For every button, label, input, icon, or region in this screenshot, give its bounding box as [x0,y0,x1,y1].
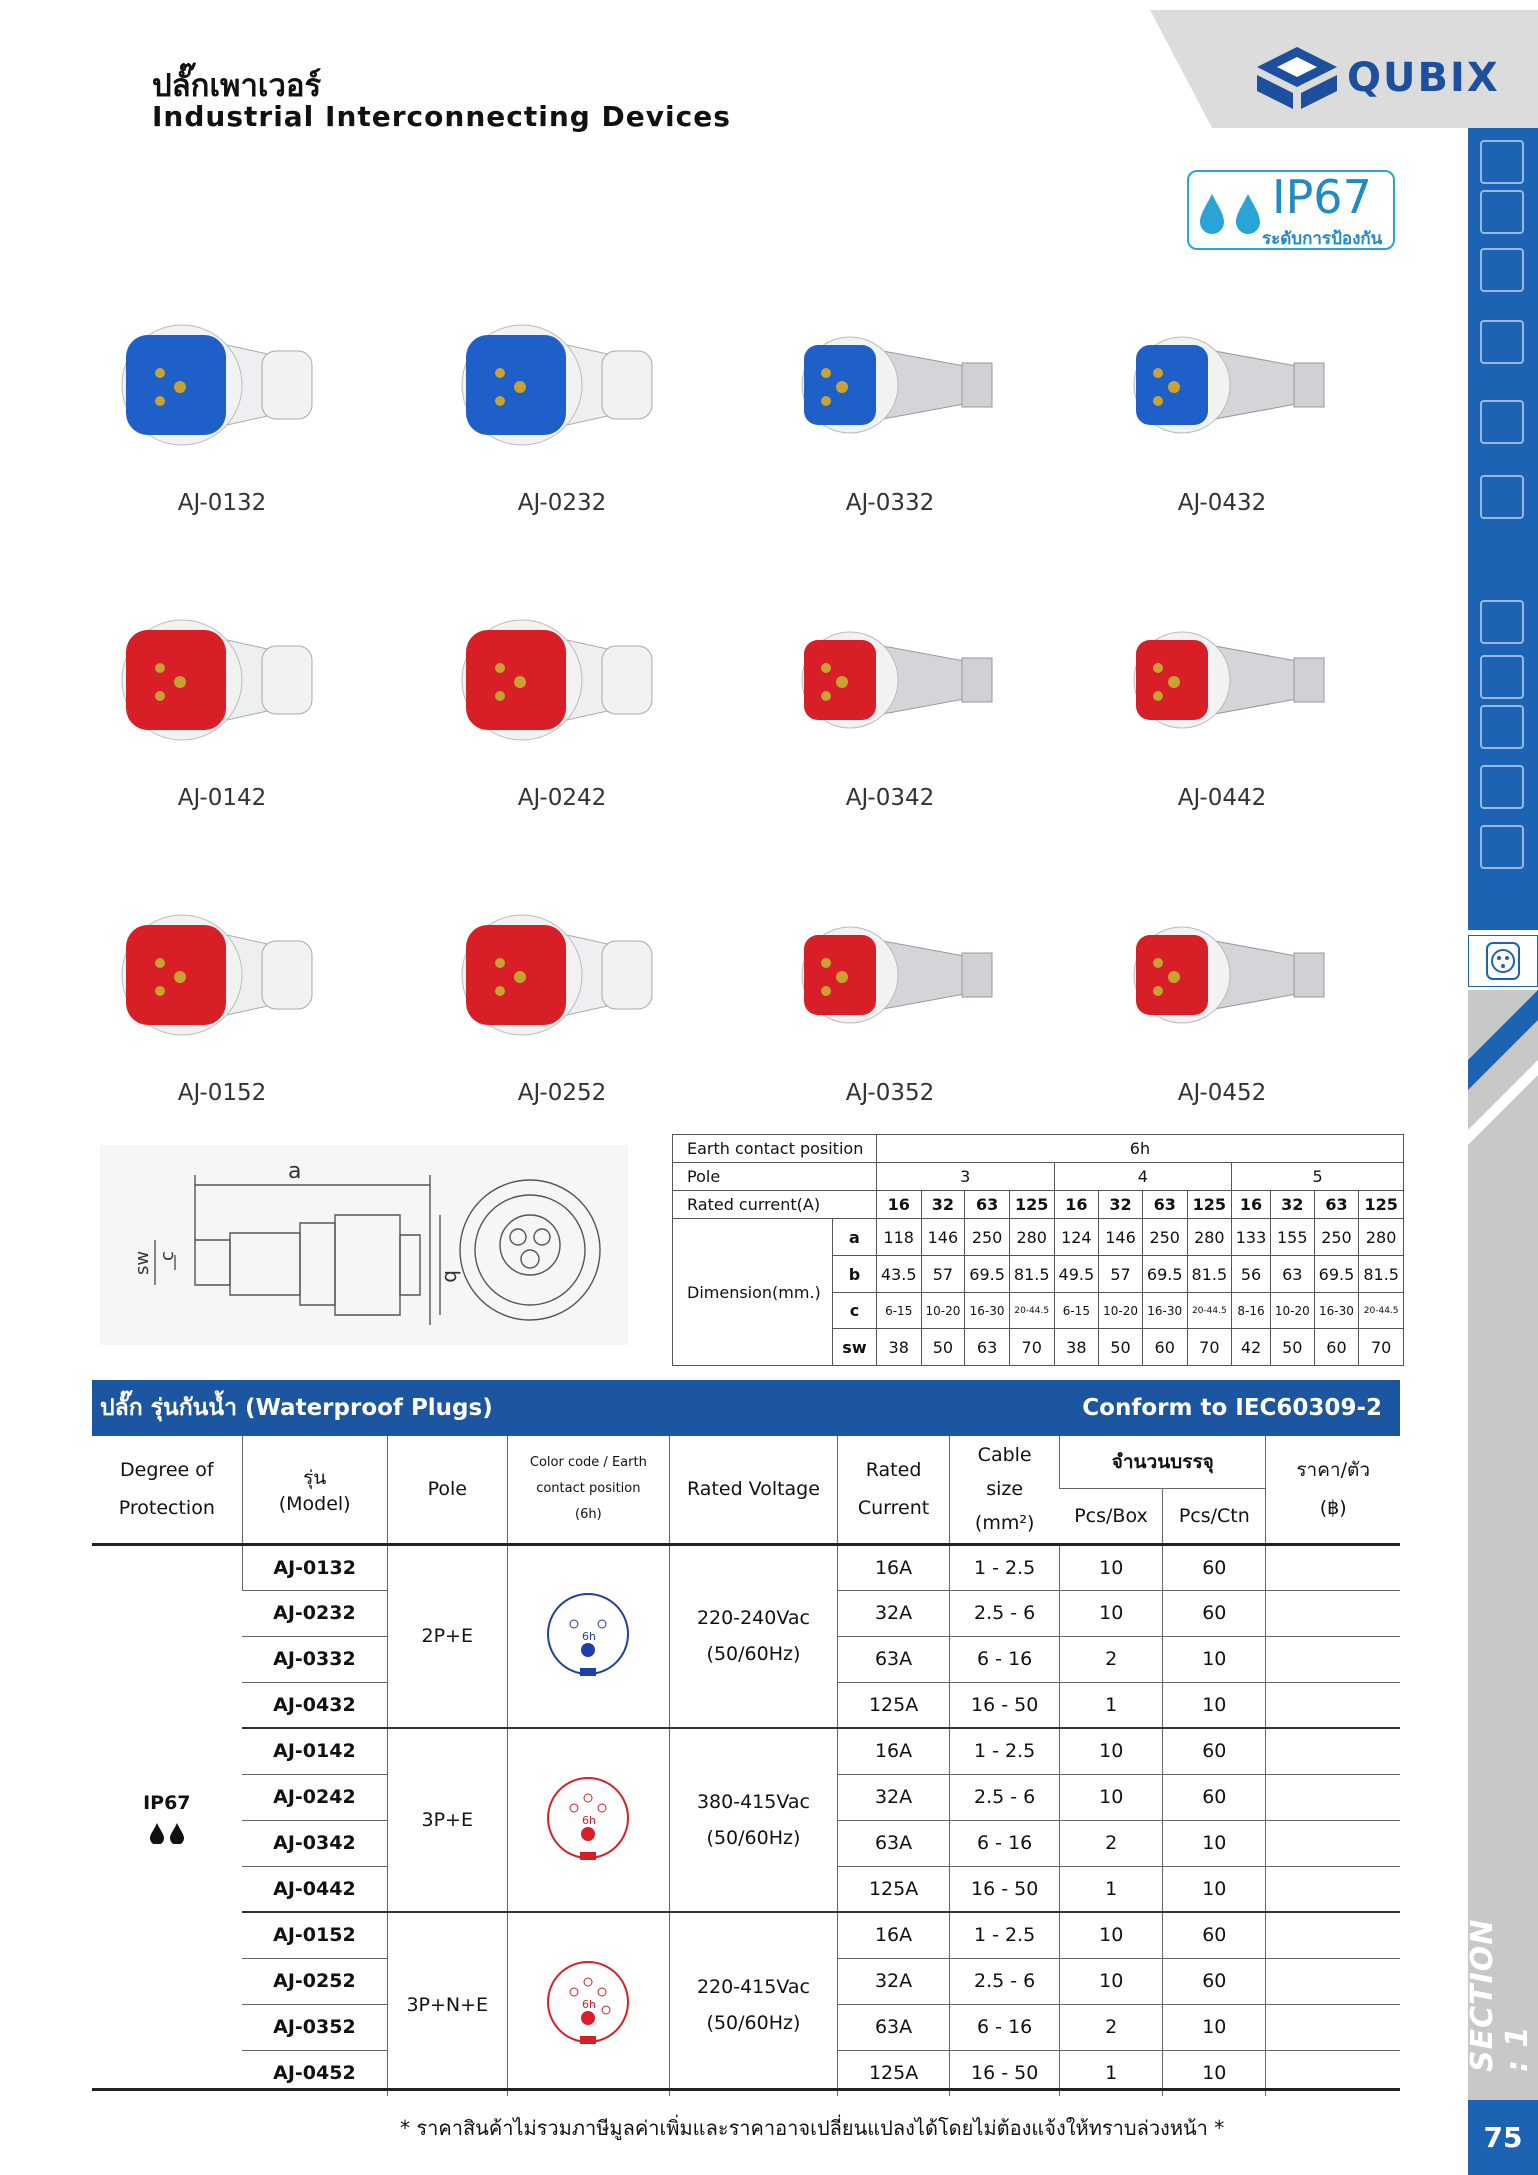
product-model-label: AJ-0342 [845,785,935,811]
socket-face-icon [538,1584,638,1684]
dimension-value: 6-15 [876,1293,921,1329]
nav-breaker-icon[interactable] [1480,320,1524,364]
section-title-bar [92,1380,1400,1436]
dimension-value: 10-20 [1270,1293,1314,1329]
cable-cell: 2.5 - 6 [950,1958,1060,2004]
nav-terminal-icon[interactable] [1480,400,1524,444]
dimension-value: 49.5 [1054,1256,1099,1293]
pcs-box-cell: 2 [1060,1636,1163,1682]
price-cell [1266,1820,1400,1866]
voltage-value: 220-415Vac [696,1975,810,1998]
price-note: * ราคาสินค้าไม่รวมภาษีมูลค่าเพิ่มและราคาอาจเปลี่ยนแปลงได้โดยไม่ต้องแจ้งให้ทราบล่วงหน้า * [400,2116,1225,2140]
model-cell: AJ-0342 [242,1820,387,1866]
ip-rating-subtitle: ระดับการป้องกัน [1262,229,1383,249]
pcs-ctn-cell: 60 [1163,1728,1266,1774]
header-pcs-box: Pcs/Box [1060,1488,1163,1544]
voltage-cell [669,1912,837,2096]
pcs-ctn-cell: 10 [1163,1866,1266,1912]
pcs-box-cell: 1 [1060,1866,1163,1912]
dimension-value: 63 [1270,1256,1314,1293]
dimension-value: 146 [921,1219,965,1256]
header-degree: Degree of Protection [118,1459,215,1520]
pcs-ctn-cell: 10 [1163,1636,1266,1682]
header-pole: Pole [387,1436,507,1544]
product-image [780,600,1000,760]
pcs-ctn-cell: 10 [1163,1682,1266,1728]
dim-label-b: b [440,1270,464,1283]
dimension-row [673,1219,1404,1256]
current-cell: 16A [838,1912,950,1958]
dimension-value: 146 [1099,1219,1143,1256]
model-cell: AJ-0352 [242,2004,387,2050]
pcs-ctn-cell: 60 [1163,1774,1266,1820]
cable-cell: 6 - 16 [950,1820,1060,1866]
voltage-cell [669,1728,837,1912]
dimension-value: 69.5 [1142,1256,1187,1293]
model-cell: AJ-0442 [242,1866,387,1912]
page-number: 75 [1468,2100,1538,2175]
qubix-logo-icon [1255,45,1339,111]
pole-value: 3 [876,1163,1054,1191]
dimension-value: 133 [1232,1219,1271,1256]
product-image [452,895,672,1055]
dimension-value: 43.5 [876,1256,921,1293]
earth-position-label: 6h [582,1629,597,1643]
color-code-cell [507,1728,669,1912]
product-image [1112,600,1332,760]
water-drops-icon [147,1822,187,1844]
pcs-box-cell: 10 [1060,1544,1163,1590]
model-cell: AJ-0242 [242,1774,387,1820]
header-pcs-ctn: Pcs/Ctn [1163,1488,1266,1544]
nav-plug-icon-selected[interactable] [1468,935,1538,987]
nav-enclosure-icon[interactable] [1480,765,1524,809]
dimension-value: 155 [1270,1219,1314,1256]
dimension-value: 20-44.5 [1009,1293,1054,1329]
pcs-box-cell: 10 [1060,1590,1163,1636]
current-cell: 63A [838,2004,950,2050]
pcs-ctn-cell: 60 [1163,1590,1266,1636]
dimension-value: 81.5 [1359,1256,1404,1293]
product-model-label: AJ-0132 [177,490,267,516]
nav-socket-icon[interactable] [1480,825,1524,869]
earth-position-label: 6h [582,1813,597,1827]
protection-cell [92,1544,242,2096]
header-price: ราคา/ตัว (฿) [1296,1459,1370,1520]
pcs-ctn-cell: 60 [1163,1544,1266,1590]
dimension-value: 60 [1142,1329,1187,1366]
current-value: 16 [1232,1191,1271,1219]
waterproof-plug-table [92,1436,1400,2096]
model-cell: AJ-0132 [242,1544,387,1590]
dimension-value: 10-20 [1099,1293,1143,1329]
current-label: Rated current(A) [673,1191,877,1219]
header-model: รุ่น (Model) [278,1467,351,1516]
model-cell: AJ-0332 [242,1636,387,1682]
current-value: 125 [1359,1191,1404,1219]
pcs-ctn-cell: 60 [1163,1912,1266,1958]
cable-cell: 16 - 50 [950,1866,1060,1912]
voltage-value: 220-240Vac [696,1607,810,1630]
dim-label-a: a [288,1159,302,1184]
current-cell: 32A [838,1590,950,1636]
table-row [92,1544,1400,1590]
product-model-label: AJ-0452 [1177,1080,1267,1106]
price-cell [1266,1590,1400,1636]
price-cell [1266,2004,1400,2050]
dimension-value: 50 [921,1329,965,1366]
dimension-value: 60 [1314,1329,1359,1366]
pole-value: 4 [1054,1163,1232,1191]
table-row [92,1728,1400,1774]
nav-panel-icon[interactable] [1480,140,1524,184]
dimension-value: 57 [921,1256,965,1293]
price-cell [1266,1958,1400,2004]
dimension-value: 70 [1359,1329,1404,1366]
current-value: 32 [1099,1191,1143,1219]
dimension-value: 10-20 [921,1293,965,1329]
frequency-value: (50/60Hz) [706,1643,801,1666]
model-cell: AJ-0252 [242,1958,387,2004]
cable-cell: 1 - 2.5 [950,1912,1060,1958]
ip-rating-text: IP67 [1272,170,1372,224]
product-image [452,600,672,760]
dimension-value: 69.5 [1314,1256,1359,1293]
nav-meter-icon[interactable] [1480,248,1524,292]
model-cell: AJ-0142 [242,1728,387,1774]
nav-switch-icon[interactable] [1480,475,1524,519]
dimension-value: 38 [876,1329,921,1366]
current-value: 16 [876,1191,921,1219]
nav-motor-icon[interactable] [1480,600,1524,644]
price-cell [1266,1636,1400,1682]
dimension-value: 81.5 [1187,1256,1232,1293]
product-model-label: AJ-0142 [177,785,267,811]
dimension-value: 20-44.5 [1187,1293,1232,1329]
header-cable-size: Cable size (mm²) [974,1444,1035,1535]
price-cell [1266,1774,1400,1820]
dimension-value: 57 [1099,1256,1143,1293]
product-model-label: AJ-0352 [845,1080,935,1106]
current-cell: 16A [838,1728,950,1774]
dimension-value: 16-30 [1142,1293,1187,1329]
dimension-value: 63 [965,1329,1010,1366]
product-model-label: AJ-0152 [177,1080,267,1106]
page-title-english: Industrial Interconnecting Devices [152,100,731,133]
socket-face-icon [538,1768,638,1868]
current-value: 32 [921,1191,965,1219]
current-cell: 63A [838,1820,950,1866]
dimension-label: Dimension(mm.) [673,1219,833,1366]
nav-relay-icon[interactable] [1480,705,1524,749]
frequency-value: (50/60Hz) [706,1827,801,1849]
current-value: 125 [1187,1191,1232,1219]
standard-conform: Conform to IEC60309-2 [1082,1395,1382,1421]
product-model-label: AJ-0432 [1177,490,1267,516]
pcs-ctn-cell: 10 [1163,2004,1266,2050]
cable-cell: 1 - 2.5 [950,1728,1060,1774]
current-cell: 125A [838,1866,950,1912]
product-image [780,895,1000,1055]
model-cell: AJ-0232 [242,1590,387,1636]
cable-cell: 16 - 50 [950,1682,1060,1728]
dimension-value: 50 [1099,1329,1143,1366]
pole-label: Pole [673,1163,877,1191]
dimension-key: a [833,1219,877,1256]
product-image [1112,895,1332,1055]
dimension-value: 20-44.5 [1359,1293,1404,1329]
current-cell: 32A [838,1958,950,2004]
pcs-box-cell: 2 [1060,1820,1163,1866]
cable-cell: 2.5 - 6 [950,1774,1060,1820]
product-image [112,305,332,465]
dimension-value: 16-30 [1314,1293,1359,1329]
color-code-cell [507,1544,669,1728]
product-model-label: AJ-0252 [517,1080,607,1106]
header-voltage: Rated Voltage [669,1436,837,1544]
price-cell [1266,1912,1400,1958]
cable-cell: 6 - 16 [950,2004,1060,2050]
product-model-label: AJ-0232 [517,490,607,516]
dimension-table [672,1134,1404,1366]
product-model-label: AJ-0442 [1177,785,1267,811]
current-value: 32 [1270,1191,1314,1219]
dimension-value: 8-16 [1232,1293,1271,1329]
model-cell: AJ-0452 [242,2050,387,2096]
dim-label-c: c [157,1251,178,1261]
current-cell: 125A [838,2050,950,2096]
socket-face-icon [538,1952,638,2052]
dimension-value: 6-15 [1054,1293,1099,1329]
color-code-cell [507,1912,669,2096]
dimension-value: 42 [1232,1329,1271,1366]
earth-label: Earth contact position [673,1135,877,1163]
earth-position-label: 6h [582,1998,597,2011]
cable-cell: 16 - 50 [950,2050,1060,2096]
dimension-value: 81.5 [1009,1256,1054,1293]
current-value: 16 [1054,1191,1099,1219]
product-image [112,600,332,760]
table-row [92,1912,1400,1958]
pcs-box-cell: 1 [1060,2050,1163,2096]
product-image [780,305,1000,465]
header-packing: จำนวนบรรจุ [1060,1436,1266,1488]
earth-value: 6h [876,1135,1403,1163]
current-cell: 16A [838,1544,950,1590]
dimension-value: 280 [1009,1219,1054,1256]
current-cell: 32A [838,1774,950,1820]
header-current: Rated Current [857,1459,930,1520]
header-color-code: Color code / Earth contact position (6h) [529,1455,647,1523]
protection-value: IP67 [143,1792,191,1815]
voltage-cell [669,1544,837,1728]
price-cell [1266,1682,1400,1728]
dim-label-sw: sw [132,1250,153,1275]
dimension-key: c [833,1293,877,1329]
dimension-value: 280 [1359,1219,1404,1256]
section-title: ปลั๊ก รุ่นกันน้ำ (Waterproof Plugs) [100,1395,493,1421]
brand-name: QUBIX [1347,55,1500,101]
cable-cell: 2.5 - 6 [950,1590,1060,1636]
model-cell: AJ-0152 [242,1912,387,1958]
product-image [452,305,672,465]
pcs-box-cell: 10 [1060,1958,1163,2004]
frequency-value: (50/60Hz) [706,2011,801,2034]
product-image [1112,305,1332,465]
pole-cell: 3P+N+E [387,1912,507,2096]
dimension-value: 250 [1142,1219,1187,1256]
dimension-value: 16-30 [965,1293,1010,1329]
current-value: 63 [1314,1191,1359,1219]
nav-contactor-icon[interactable] [1480,655,1524,699]
table-bottom-rule [92,2088,1400,2091]
model-cell: AJ-0432 [242,1682,387,1728]
product-image [112,895,332,1055]
pcs-box-cell: 10 [1060,1774,1163,1820]
pole-value: 5 [1232,1163,1404,1191]
pcs-ctn-cell: 60 [1163,1958,1266,2004]
nav-distribution-icon[interactable] [1480,190,1524,234]
dimension-value: 50 [1270,1329,1314,1366]
section-label: SECTION : 1 [1465,1918,1535,2072]
brand-logo [1255,45,1500,111]
dimension-key: sw [833,1329,877,1366]
current-value: 63 [965,1191,1010,1219]
dimension-value: 69.5 [965,1256,1010,1293]
dimension-value: 56 [1232,1256,1271,1293]
dimension-drawing [100,1145,628,1345]
pcs-ctn-cell: 10 [1163,1820,1266,1866]
price-cell [1266,1728,1400,1774]
cable-cell: 6 - 16 [950,1636,1060,1682]
page-title-thai: ปลั๊กเพาเวอร์ [152,68,322,104]
dimension-value: 250 [965,1219,1010,1256]
pole-cell: 2P+E [387,1544,507,1728]
price-cell [1266,1866,1400,1912]
current-cell: 125A [838,1682,950,1728]
current-value: 63 [1142,1191,1187,1219]
current-value: 125 [1009,1191,1054,1219]
dimension-value: 118 [876,1219,921,1256]
dimension-value: 280 [1187,1219,1232,1256]
dimension-value: 250 [1314,1219,1359,1256]
dimension-key: b [833,1256,877,1293]
current-cell: 63A [838,1636,950,1682]
pcs-box-cell: 2 [1060,2004,1163,2050]
dimension-value: 38 [1054,1329,1099,1366]
pcs-box-cell: 1 [1060,1682,1163,1728]
pcs-box-cell: 10 [1060,1728,1163,1774]
pcs-box-cell: 10 [1060,1912,1163,1958]
product-model-label: AJ-0332 [845,490,935,516]
cable-cell: 1 - 2.5 [950,1544,1060,1590]
dimension-value: 124 [1054,1219,1099,1256]
water-drops-icon [1196,192,1268,234]
product-model-label: AJ-0242 [517,785,607,811]
dimension-value: 70 [1187,1329,1232,1366]
pole-cell: 3P+E [387,1728,507,1912]
dimension-value: 70 [1009,1329,1054,1366]
pcs-ctn-cell: 10 [1163,2050,1266,2096]
voltage-value: 380-415Vac [696,1791,810,1813]
price-cell [1266,1544,1400,1590]
